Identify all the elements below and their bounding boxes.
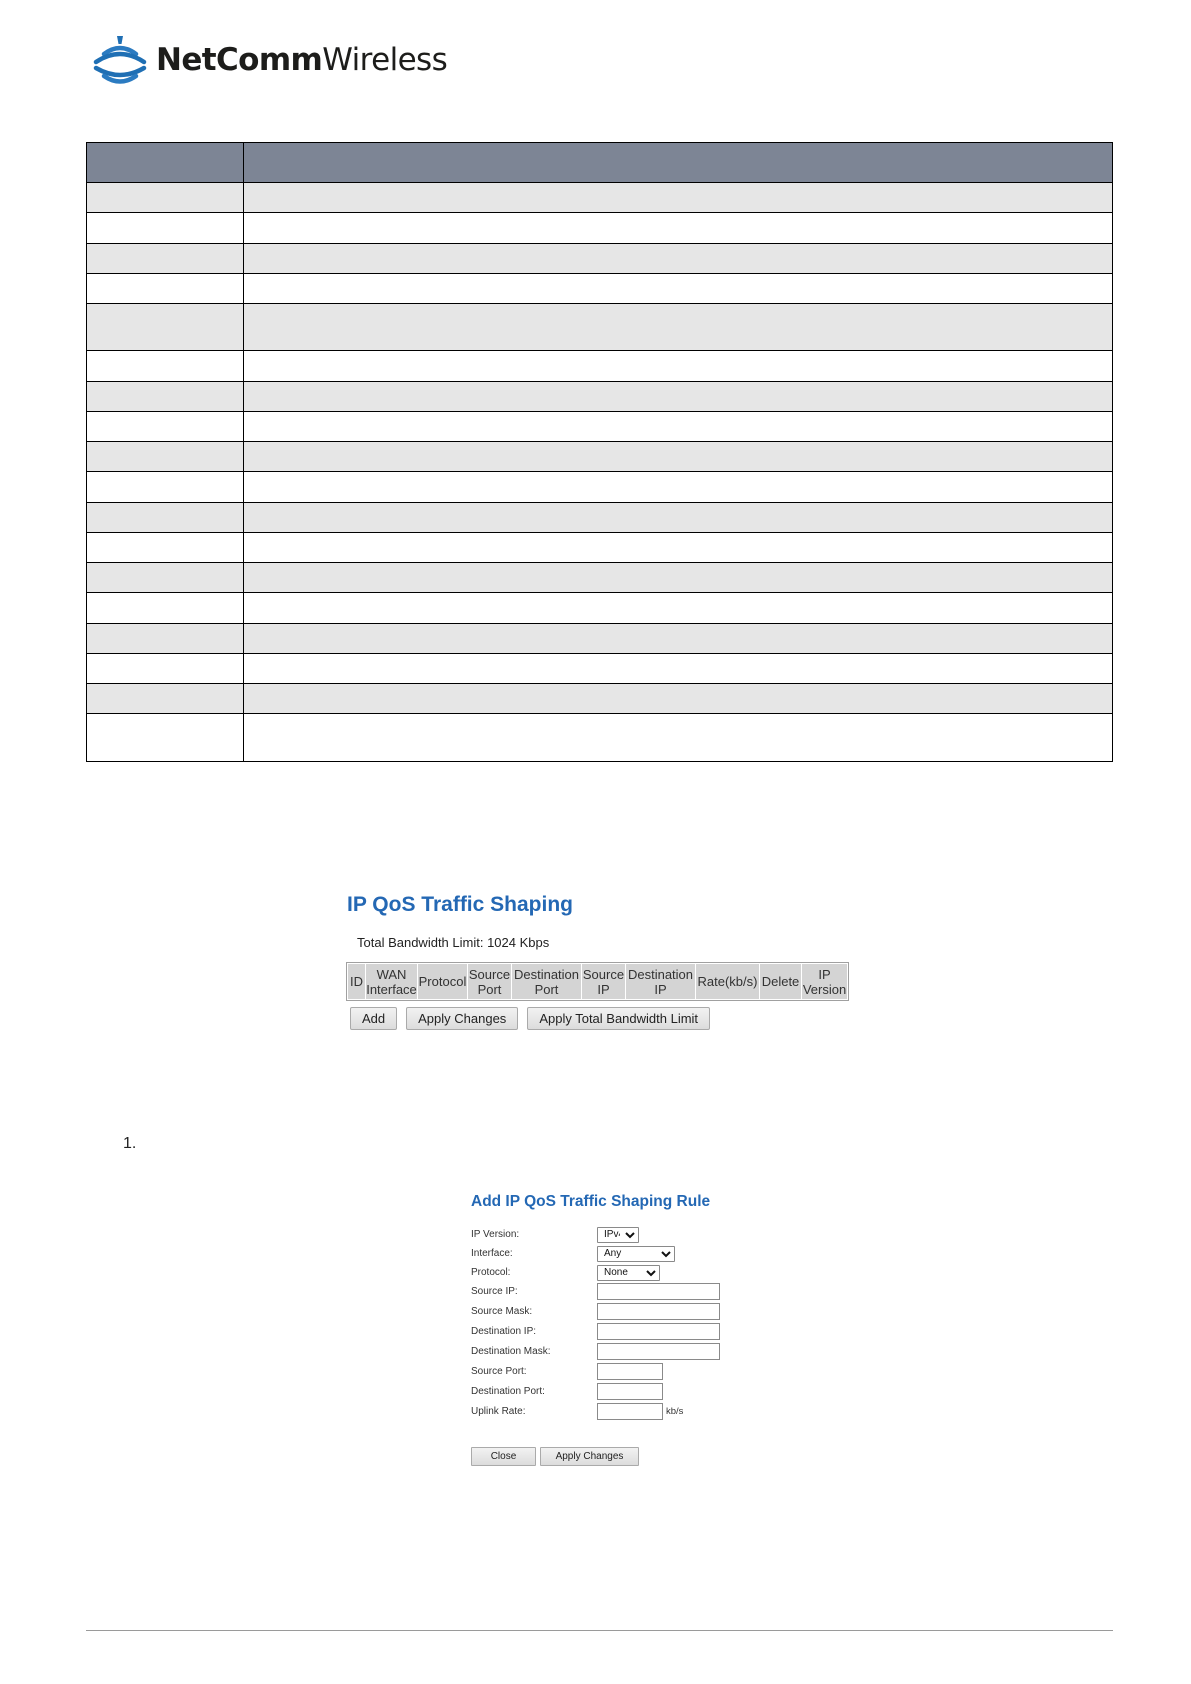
table-cell (244, 381, 1113, 411)
wireless-logo-icon (92, 32, 148, 88)
table-cell (87, 472, 244, 502)
table-row (87, 183, 1113, 213)
source-ip-label: Source IP: (471, 1286, 518, 1297)
table-row (87, 411, 1113, 441)
qos-button-row (350, 1007, 710, 1030)
table-row (87, 502, 1113, 532)
table-row (87, 623, 1113, 653)
col-wan-interface: WAN Interface (366, 964, 418, 1000)
destination-mask-input[interactable] (597, 1343, 720, 1360)
source-mask-input[interactable] (597, 1303, 720, 1320)
interface-row (471, 1245, 675, 1262)
table-row (87, 563, 1113, 593)
source-mask-label: Source Mask: (471, 1306, 533, 1317)
add-rule-apply-changes-button[interactable]: Apply Changes (540, 1447, 639, 1466)
source-port-input[interactable] (597, 1363, 663, 1380)
col-source-ip: Source IP (582, 964, 626, 1000)
table-cell (244, 714, 1113, 762)
qos-page-title: IP QoS Traffic Shaping (347, 893, 573, 916)
col-destination-port: Destination Port (512, 964, 582, 1000)
table-row (87, 714, 1113, 762)
table-row (87, 243, 1113, 273)
table-cell (244, 472, 1113, 502)
brand-name-light: Wireless (322, 41, 448, 78)
brand-name-bold: NetComm (156, 41, 323, 78)
table-cell (244, 304, 1113, 351)
table-cell (244, 653, 1113, 683)
uplink-rate-label: Uplink Rate: (471, 1406, 526, 1417)
destination-mask-label: Destination Mask: (471, 1346, 551, 1357)
source-ip-row (471, 1283, 720, 1300)
uplink-rate-input[interactable] (597, 1403, 663, 1420)
table-cell (87, 623, 244, 653)
apply-total-bandwidth-button[interactable]: Apply Total Bandwidth Limit (527, 1007, 710, 1030)
add-rule-title: Add IP QoS Traffic Shaping Rule (471, 1193, 711, 1210)
destination-port-input[interactable] (597, 1383, 663, 1400)
ip-version-select[interactable] (597, 1227, 639, 1243)
table-row (87, 442, 1113, 472)
qos-table-header-row (348, 964, 848, 1000)
table-cell (87, 502, 244, 532)
apply-changes-button[interactable]: Apply Changes (406, 1007, 518, 1030)
table-cell (244, 442, 1113, 472)
table-cell (87, 213, 244, 243)
source-port-label: Source Port: (471, 1366, 527, 1377)
table-cell (87, 411, 244, 441)
table-cell (87, 684, 244, 714)
table-cell (244, 502, 1113, 532)
table-cell (244, 183, 1113, 213)
protocol-select[interactable] (597, 1265, 660, 1281)
destination-port-row (471, 1383, 663, 1400)
table-cell (244, 243, 1113, 273)
table-cell (87, 351, 244, 381)
col-destination-ip: Destination IP (626, 964, 696, 1000)
table-cell (87, 593, 244, 623)
col-delete: Delete (760, 964, 802, 1000)
table-cell (87, 442, 244, 472)
netcomm-logo (92, 32, 447, 88)
table-row (87, 532, 1113, 562)
destination-port-label: Destination Port: (471, 1386, 545, 1397)
step-number: 1. (123, 1135, 137, 1152)
destination-mask-row (471, 1343, 720, 1360)
description-table-header (87, 143, 1113, 183)
brand-name (156, 41, 448, 78)
col-id: ID (348, 964, 366, 1000)
table-cell (87, 304, 244, 351)
table-row (87, 593, 1113, 623)
uplink-rate-row (471, 1403, 683, 1420)
add-button[interactable]: Add (350, 1007, 397, 1030)
table-cell (244, 273, 1113, 303)
table-cell (87, 563, 244, 593)
source-mask-row (471, 1303, 720, 1320)
table-cell (244, 623, 1113, 653)
destination-ip-label: Destination IP: (471, 1326, 537, 1337)
ip-version-row (471, 1226, 639, 1243)
table-cell (87, 273, 244, 303)
total-bandwidth-text: Total Bandwidth Limit: 1024 Kbps (357, 935, 550, 950)
table-cell (244, 213, 1113, 243)
table-row (87, 653, 1113, 683)
col-source-port: Source Port (468, 964, 512, 1000)
qos-rules-table (347, 963, 848, 1000)
uplink-rate-unit: kb/s (666, 1406, 684, 1417)
table-row (87, 684, 1113, 714)
table-row (87, 273, 1113, 303)
table-row (87, 381, 1113, 411)
table-cell (87, 381, 244, 411)
ip-version-label: IP Version: (471, 1229, 520, 1240)
protocol-row (471, 1264, 660, 1281)
table-row (87, 213, 1113, 243)
interface-label: Interface: (471, 1248, 513, 1259)
table-cell (244, 684, 1113, 714)
table-cell (87, 183, 244, 213)
footer-divider (86, 1630, 1113, 1631)
table-cell (87, 243, 244, 273)
description-table (86, 142, 1113, 762)
interface-select[interactable] (597, 1246, 675, 1262)
header-cell-definition (244, 143, 1113, 183)
protocol-label: Protocol: (471, 1267, 511, 1278)
table-row (87, 304, 1113, 351)
col-rate: Rate(kb/s) (696, 964, 760, 1000)
header-cell-option (87, 143, 244, 183)
destination-ip-row (471, 1323, 720, 1340)
destination-ip-input[interactable] (597, 1323, 720, 1340)
source-port-row (471, 1363, 663, 1380)
table-cell (244, 532, 1113, 562)
table-cell (87, 532, 244, 562)
table-cell (244, 411, 1113, 441)
table-cell (244, 563, 1113, 593)
col-ip-version: IP Version (802, 964, 848, 1000)
add-rule-button-row (471, 1447, 639, 1466)
table-row (87, 472, 1113, 502)
col-protocol: Protocol (418, 964, 468, 1000)
table-row (87, 351, 1113, 381)
table-cell (87, 714, 244, 762)
source-ip-input[interactable] (597, 1283, 720, 1300)
table-cell (244, 593, 1113, 623)
table-cell (87, 653, 244, 683)
table-cell (244, 351, 1113, 381)
close-button[interactable]: Close (471, 1447, 536, 1466)
